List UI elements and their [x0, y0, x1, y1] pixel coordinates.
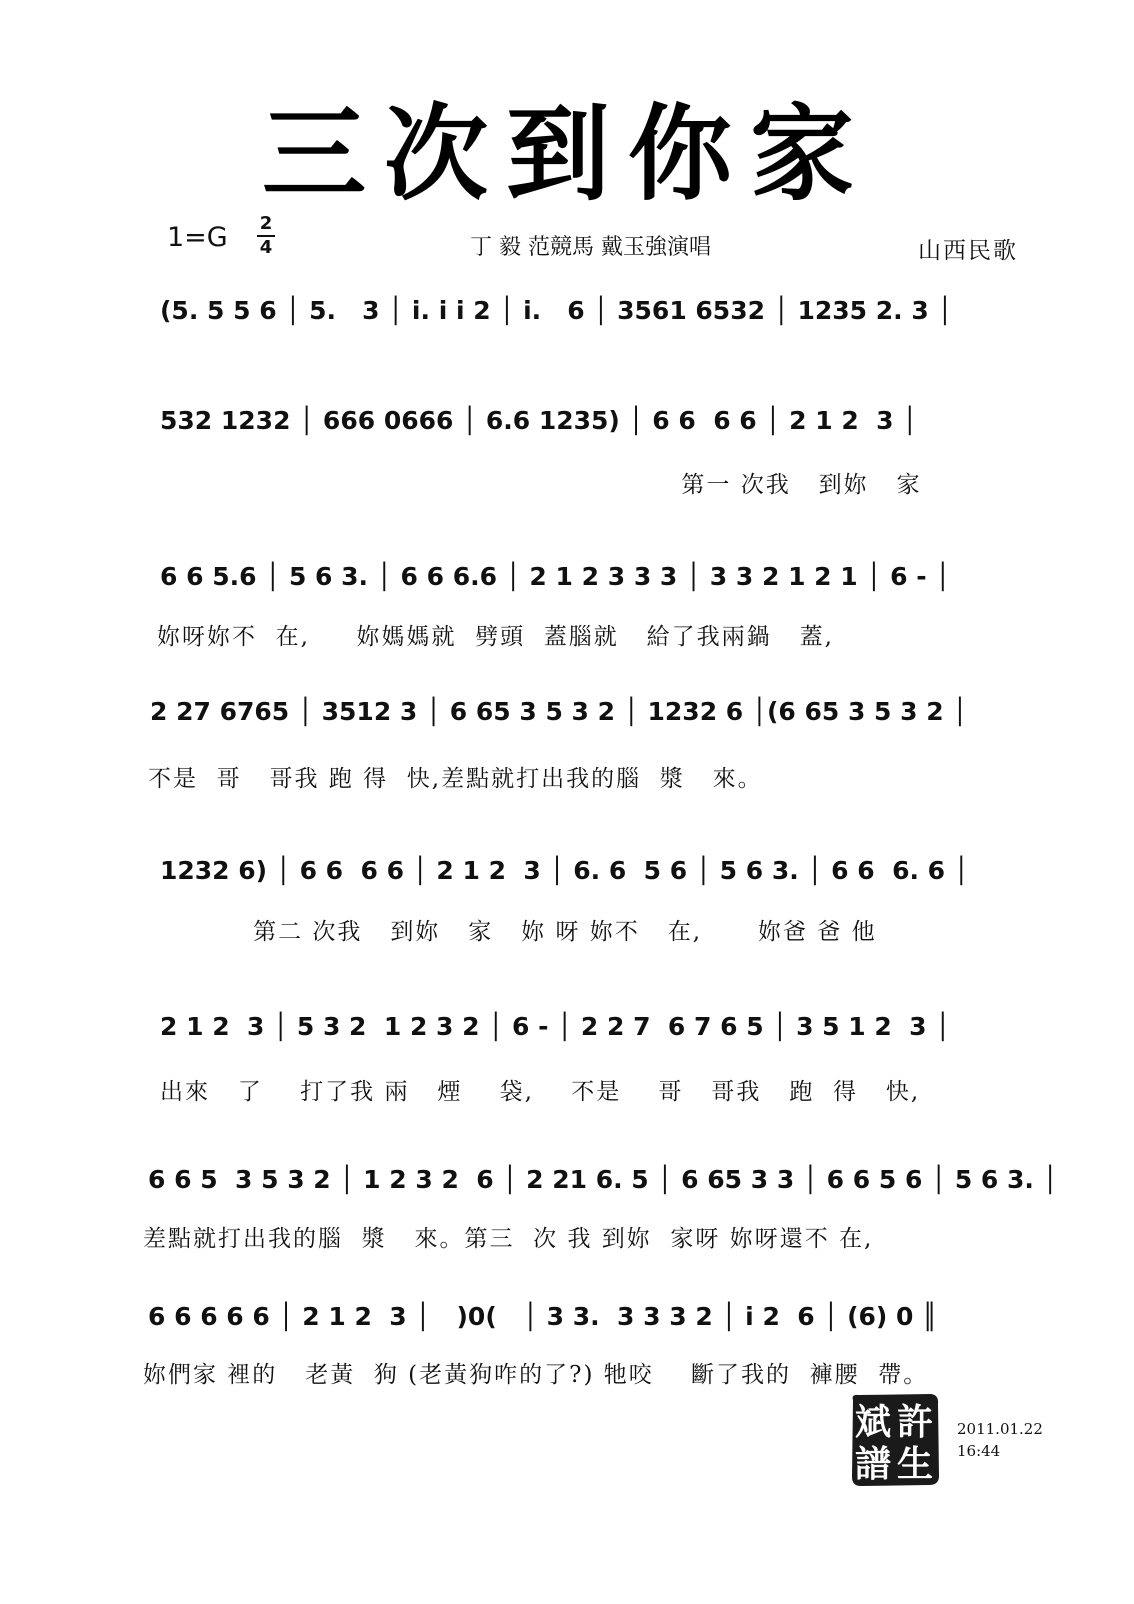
- key-signature: 1=G: [167, 222, 228, 253]
- time: 16:44: [957, 1442, 1001, 1460]
- stamp-char: 斌: [855, 1401, 892, 1443]
- stamp-char: 許: [897, 1401, 934, 1443]
- lyric-line: 妳呀妳不 在, 妳媽媽就 劈頭 蓋腦就 給了我兩鍋 蓋,: [157, 624, 834, 650]
- meter-top: 2: [259, 213, 273, 234]
- notation-line: 532 1232 │ 666 0666 │ 6.6 1235) │ 6 6 6 6 │ 2 1 2 3 │: [160, 406, 918, 435]
- notation-line: 1232 6) │ 6 6 6 6 │ 2 1 2 3 │ 6. 6 5 6 │ 5 6 3. │ 6 6 6. 6 │: [160, 856, 969, 885]
- notation-line: 6 6 5 3 5 3 2 │ 1 2 3 2 6 │ 2 21 6. 5 │ 6 65 3 3 │ 6 6 5 6 │ 5 6 3. │: [148, 1165, 1058, 1194]
- notation-line: 2 27 6765 │ 3512 3 │ 6 65 3 5 3 2 │ 1232 6 │(6 65 3 5 3 2 │: [150, 697, 968, 726]
- seal-stamp: [849, 1392, 941, 1488]
- lyric-line: 不是 哥 哥我 跑 得 快,差點就打出我的腦 漿 來。: [148, 766, 763, 792]
- stamp-char: 譜: [855, 1443, 892, 1485]
- notation-line: 2 1 2 3 │ 5 3 2 1 2 3 2 │ 6 - │ 2 2 7 6 7 6 5 │ 3 5 1 2 3 │: [160, 1012, 951, 1041]
- date: 2011.01.22: [957, 1420, 1043, 1438]
- lyric-line: 出來 了 打了我 兩 煙 袋, 不是 哥 哥我 跑 得 快,: [160, 1079, 921, 1105]
- lyric-line: 第二 次我 到妳 家 妳 呀 妳不 在, 妳爸 爸 他: [160, 919, 877, 945]
- stamp-char: 生: [897, 1443, 934, 1485]
- notation-line: (5. 5 5 6 │ 5. 3 │ i. i i 2 │ i. 6 │ 3561 6532 │ 1235 2. 3 │: [160, 296, 953, 325]
- notation-line: 6 6 6 6 6 │ 2 1 2 3 │ )0( │ 3 3. 3 3 3 2 │ i 2 6 │ (6) 0 ║: [148, 1302, 938, 1331]
- time-signature: [257, 214, 275, 258]
- song-title: 三次到你家: [261, 92, 872, 215]
- timestamp: [957, 1418, 1043, 1462]
- performers: 丁 毅 范競馬 戴玉強演唱: [470, 235, 711, 260]
- lyric-line: 第一 次我 到妳 家: [160, 472, 922, 498]
- meter-bottom: 4: [259, 237, 273, 258]
- genre: 山西民歌: [918, 238, 1018, 264]
- lyric-line: 差點就打出我的腦 漿 來。第三 次 我 到妳 家呀 妳呀還不 在,: [143, 1226, 874, 1252]
- lyric-line: 妳們家 裡的 老黃 狗 (老黃狗咋的了?) 牠咬 斷了我的 褲腰 帶。: [143, 1362, 929, 1388]
- notation-line: 6 6 5.6 │ 5 6 3. │ 6 6 6.6 │ 2 1 2 3 3 3 │ 3 3 2 1 2 1 │ 6 - │: [160, 562, 951, 591]
